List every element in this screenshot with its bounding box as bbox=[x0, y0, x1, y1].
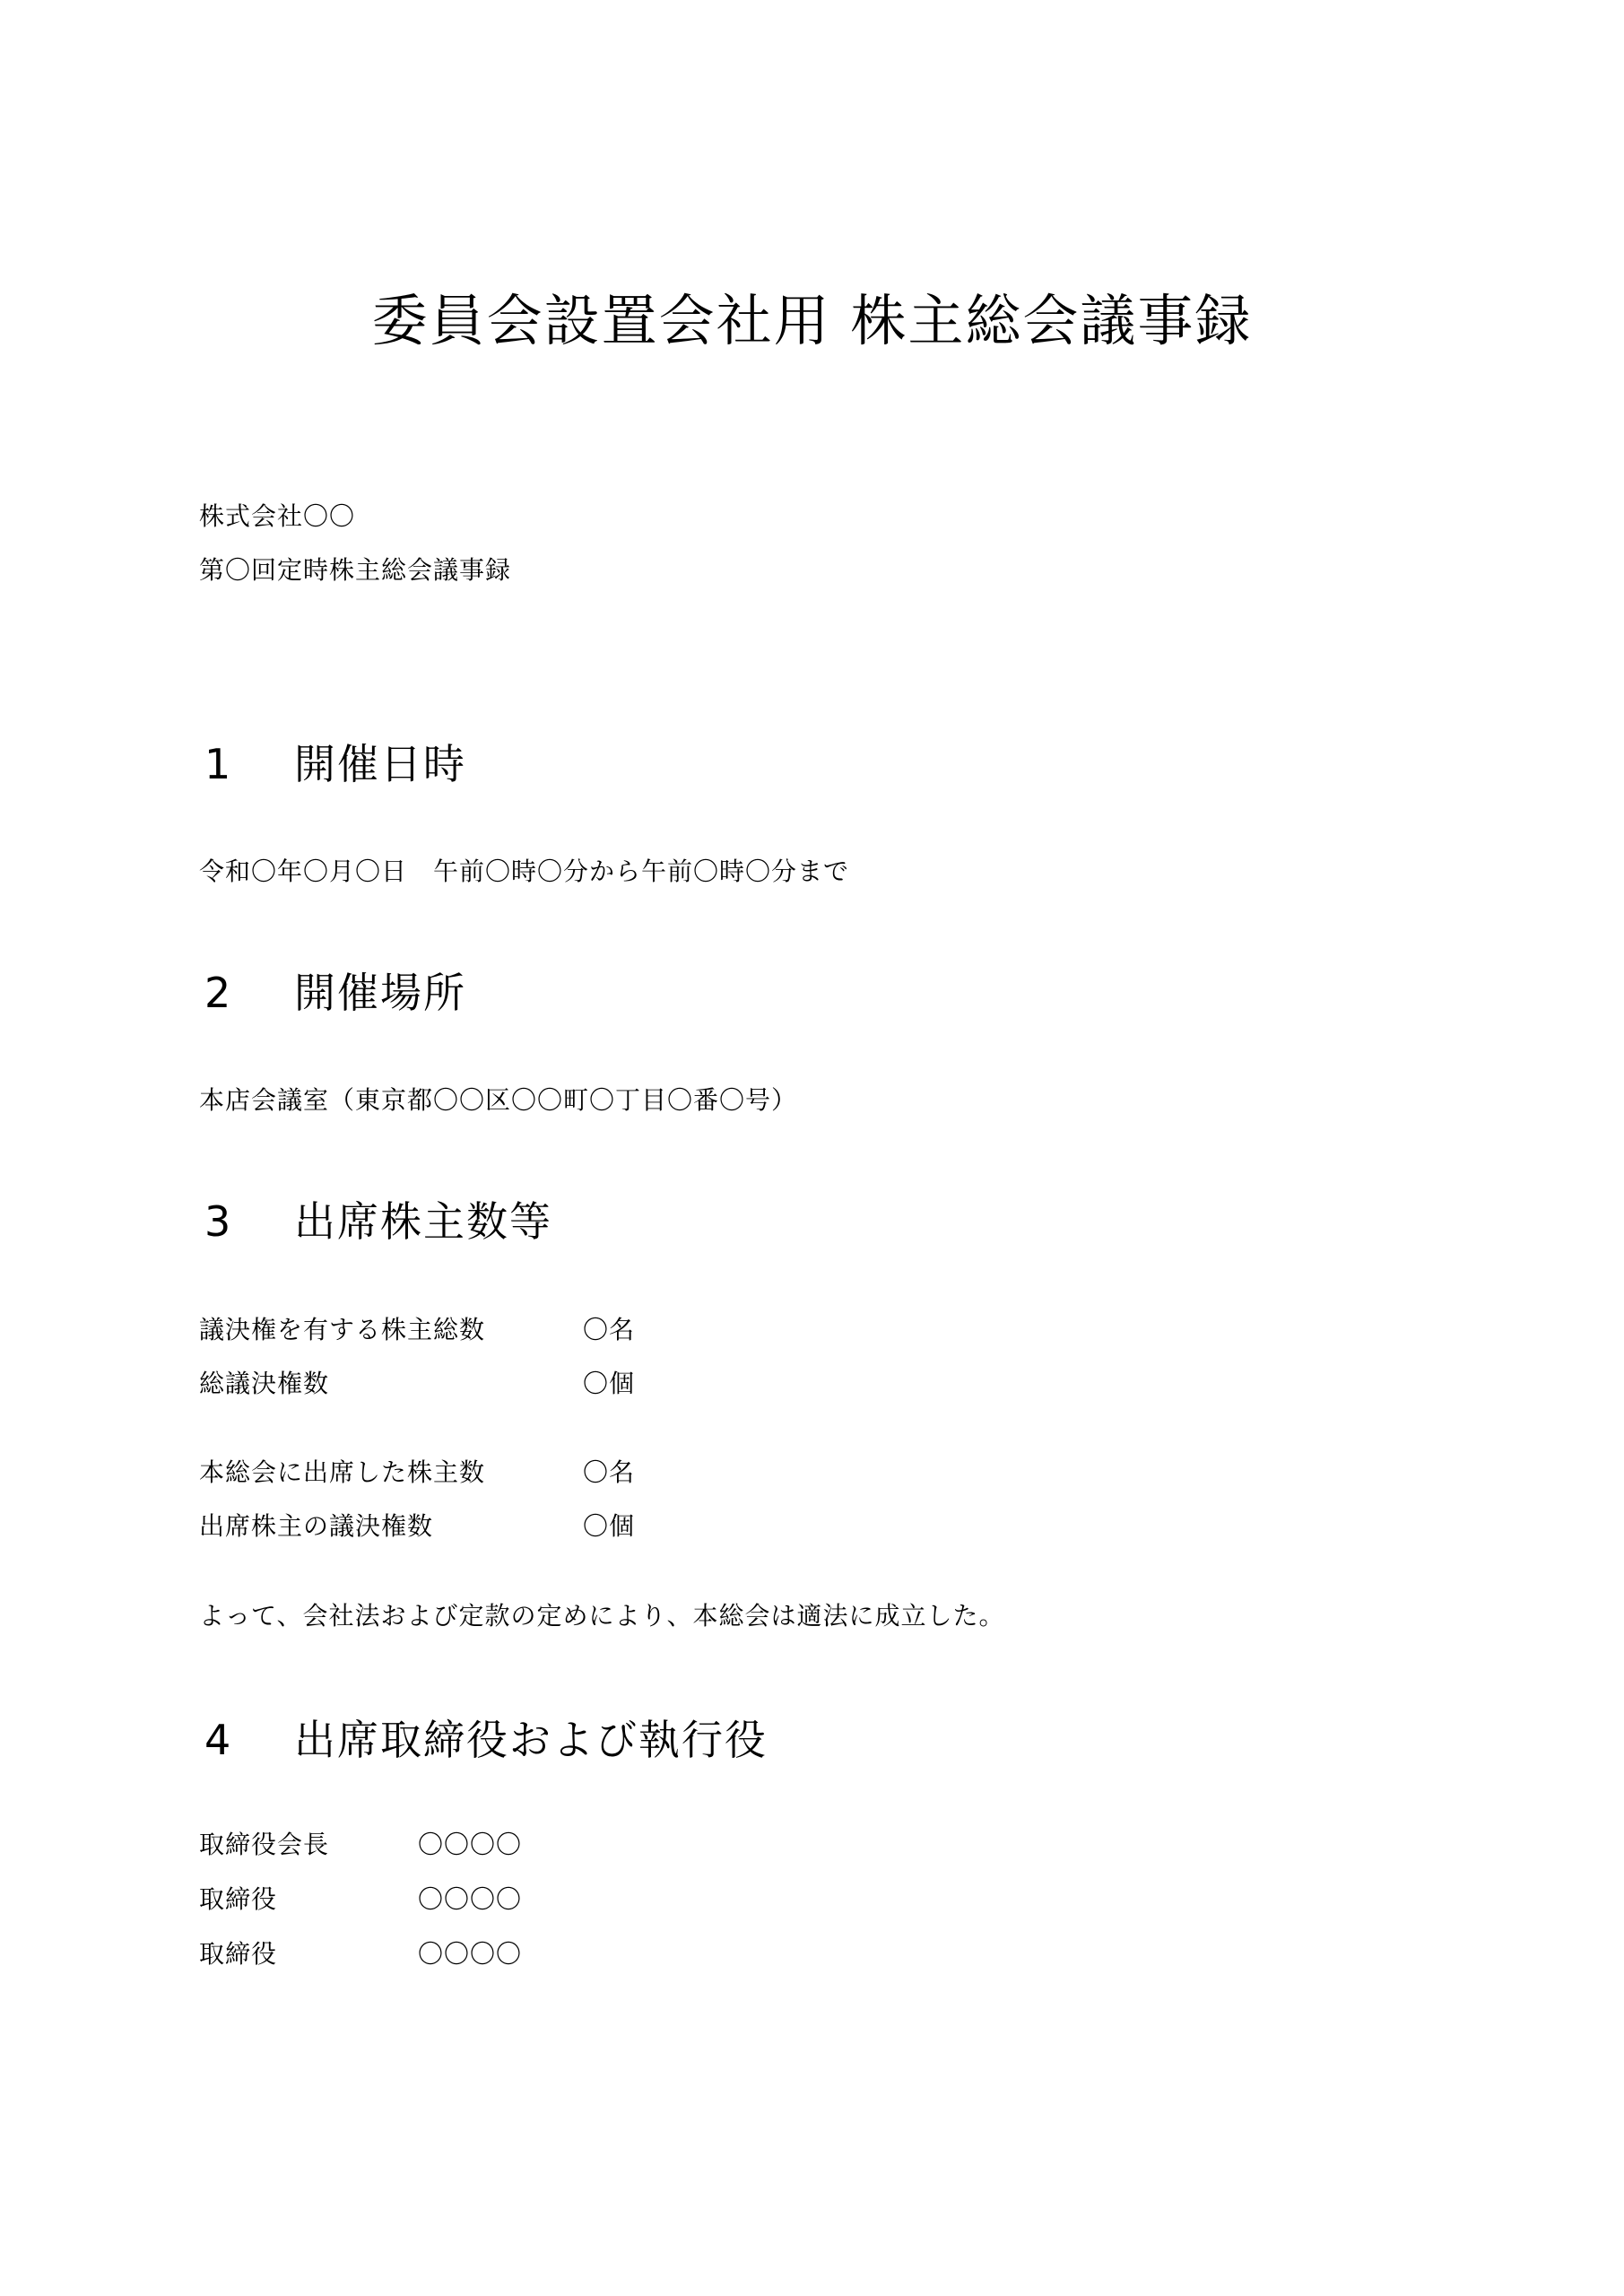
venue-text: 本店会議室（東京都〇〇区〇〇町〇丁目〇番〇号） bbox=[199, 1085, 798, 1115]
section-number: 2 bbox=[204, 969, 233, 1017]
officer-name: 〇〇〇〇 bbox=[418, 1939, 523, 1969]
section-number: 4 bbox=[204, 1716, 233, 1764]
officer-name: 〇〇〇〇 bbox=[418, 1830, 523, 1859]
row-value: 〇個 bbox=[583, 1369, 636, 1398]
document-title: 委員会設置会社用 株主総会議事録 bbox=[371, 288, 1253, 353]
section-heading-attendance bbox=[204, 1195, 552, 1248]
section-title: 開催場所 bbox=[294, 969, 466, 1017]
row-value: 〇個 bbox=[583, 1511, 636, 1541]
row-label: 本総会に出席した株主数 bbox=[199, 1457, 486, 1487]
meeting-name: 第〇回定時株主総会議事録 bbox=[199, 555, 512, 585]
row-label: 総議決権数 bbox=[199, 1369, 330, 1398]
section-heading-venue bbox=[204, 966, 466, 1020]
officer-title: 取締役 bbox=[199, 1939, 278, 1969]
row-value: 〇名 bbox=[583, 1315, 636, 1344]
officer-name: 〇〇〇〇 bbox=[418, 1884, 523, 1914]
section-heading-datetime bbox=[204, 737, 466, 791]
section-title: 開催日時 bbox=[294, 740, 466, 788]
section-number: 1 bbox=[204, 740, 233, 788]
section-number: 3 bbox=[204, 1197, 233, 1246]
officer-title: 取締役 bbox=[199, 1884, 278, 1914]
row-label: 議決権を有する株主総数 bbox=[199, 1315, 486, 1344]
section-title: 出席取締役および執行役 bbox=[294, 1716, 768, 1764]
quorum-conclusion: よって、会社法および定款の定めにより、本総会は適法に成立した。 bbox=[199, 1601, 1005, 1631]
datetime-text: 令和〇年〇月〇日 午前〇時〇分から午前〇時〇分まで bbox=[199, 857, 850, 886]
section-title: 出席株主数等 bbox=[294, 1197, 552, 1246]
officer-title: 取締役会長 bbox=[199, 1830, 330, 1859]
company-name: 株式会社〇〇 bbox=[199, 501, 356, 531]
row-label: 出席株主の議決権数 bbox=[199, 1511, 434, 1541]
row-value: 〇名 bbox=[583, 1457, 636, 1487]
section-heading-officers bbox=[204, 1713, 768, 1767]
